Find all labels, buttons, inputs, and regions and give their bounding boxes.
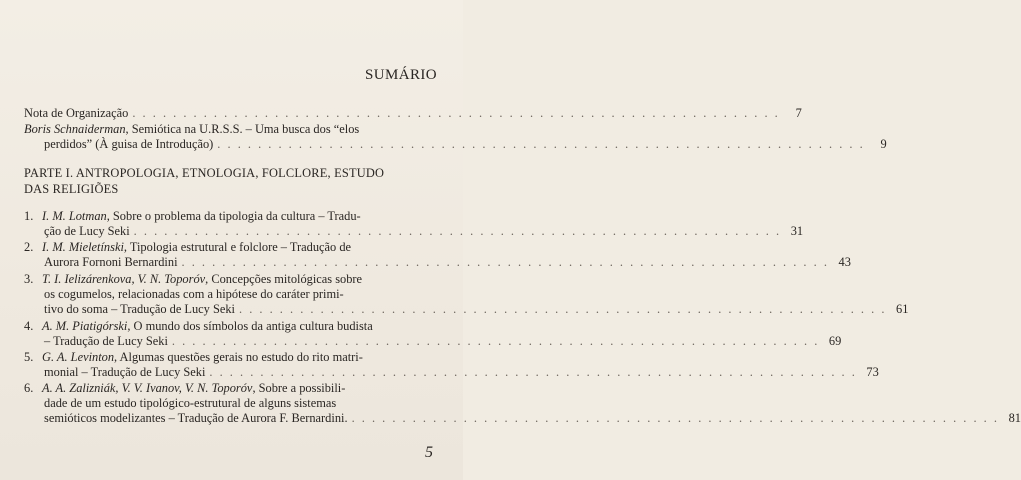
toc-entry-introducao[interactable] (24, 122, 887, 152)
toc-entry-2[interactable] (24, 240, 851, 270)
leader-dots (352, 411, 999, 426)
toc-title-line-3: tivo do soma – Tradução de Lucy Seki (44, 302, 236, 317)
section-heading (24, 166, 436, 197)
toc-author: Boris Schnaiderman (24, 122, 126, 136)
toc-entry-4[interactable] (24, 319, 842, 349)
toc-author: A. A. Zalizniák, V. V. Ivanov, V. N. Toporóv (42, 381, 253, 395)
toc-entry-5[interactable] (24, 350, 879, 380)
section-heading-line-2: DAS RELIGIÕES (24, 181, 119, 196)
toc-author: I. M. Mieletínski (42, 240, 124, 254)
toc-title-line-2: ção de Lucy Seki (44, 224, 130, 239)
toc-number: 1. (24, 209, 34, 223)
toc-number: 2. (24, 240, 34, 254)
toc-title-line-2: monial – Tradução de Lucy Seki (44, 365, 206, 380)
page-number: 5 (425, 444, 433, 461)
leader-dots (132, 106, 779, 121)
toc-title-line-3: semióticos modelizantes – Tradução de Aurora F. Bernardini. (44, 411, 348, 426)
section-heading-line-1: PARTE I. ANTROPOLOGIA, ETNOLOGIA, FOLCLORE, ESTUDO (24, 166, 385, 180)
toc-author: T. I. Ielizárenkova, V. N. Toporóv (42, 272, 206, 286)
leader-dots (217, 137, 864, 152)
toc-page-number: 69 (828, 334, 842, 349)
toc-page-number: 7 (795, 106, 802, 120)
toc-title-line-2: Aurora Fornoni Bernardini (44, 255, 178, 270)
toc-author: A. M. Piatigórski (42, 319, 128, 333)
toc-number: 4. (24, 319, 34, 333)
toc-number: 3. (24, 272, 34, 286)
toc-entry-nota[interactable] (24, 106, 802, 121)
toc-title-line-2: os cogumelos, relacionadas com a hipótese do caráter primi- (44, 287, 344, 302)
toc-page-number: 73 (866, 365, 879, 380)
toc-title-line-1: , O mundo dos símbolos da antiga cultura budista (127, 319, 373, 333)
toc-entry-3[interactable] (24, 272, 909, 318)
leader-dots (239, 302, 886, 317)
toc-number: 5. (24, 350, 34, 364)
toc-entry-1[interactable] (24, 209, 804, 239)
toc-title-line-2: perdidos” (À guisa de Introdução) (44, 137, 214, 152)
toc-number: 6. (24, 381, 34, 395)
toc-page-number: 61 (896, 302, 909, 317)
toc-entry-6[interactable] (24, 381, 1021, 427)
toc-author: G. A. Levinton (42, 350, 115, 364)
toc-title-line-1: , Algumas questões gerais no estudo do rito matri- (114, 350, 363, 364)
toc-author: I. M. Lotman (42, 209, 107, 223)
leader-dots (134, 224, 781, 239)
leader-dots (182, 255, 829, 270)
toc-page-number: 81 (1008, 411, 1021, 426)
toc-page-number: 43 (838, 255, 851, 270)
leader-dots (209, 365, 856, 380)
toc-title-line-1: , Sobre o problema da tipologia da cultura – Tradu- (106, 209, 361, 223)
toc-page-number: 31 (790, 224, 804, 239)
leader-dots (172, 334, 819, 349)
toc-title-line-1: , Concepções mitológicas sobre (205, 272, 363, 286)
toc-title-line-2: dade de um estudo tipológico-estrutural de alguns sistemas (44, 396, 337, 411)
toc-title-line-1: , Sobre a possibili- (252, 381, 346, 395)
toc-title-line-1: , Tipologia estrutural e folclore – Tradução de (123, 240, 352, 254)
page-title: SUMÁRIO (365, 67, 437, 83)
toc-page-number: 9 (880, 137, 887, 152)
toc-entry-label: Nota de Organização (24, 106, 129, 120)
toc-title-line-2: – Tradução de Lucy Seki (44, 334, 168, 349)
toc-title-line-1: , Semiótica na U.R.S.S. – Uma busca dos “elos (125, 122, 360, 136)
